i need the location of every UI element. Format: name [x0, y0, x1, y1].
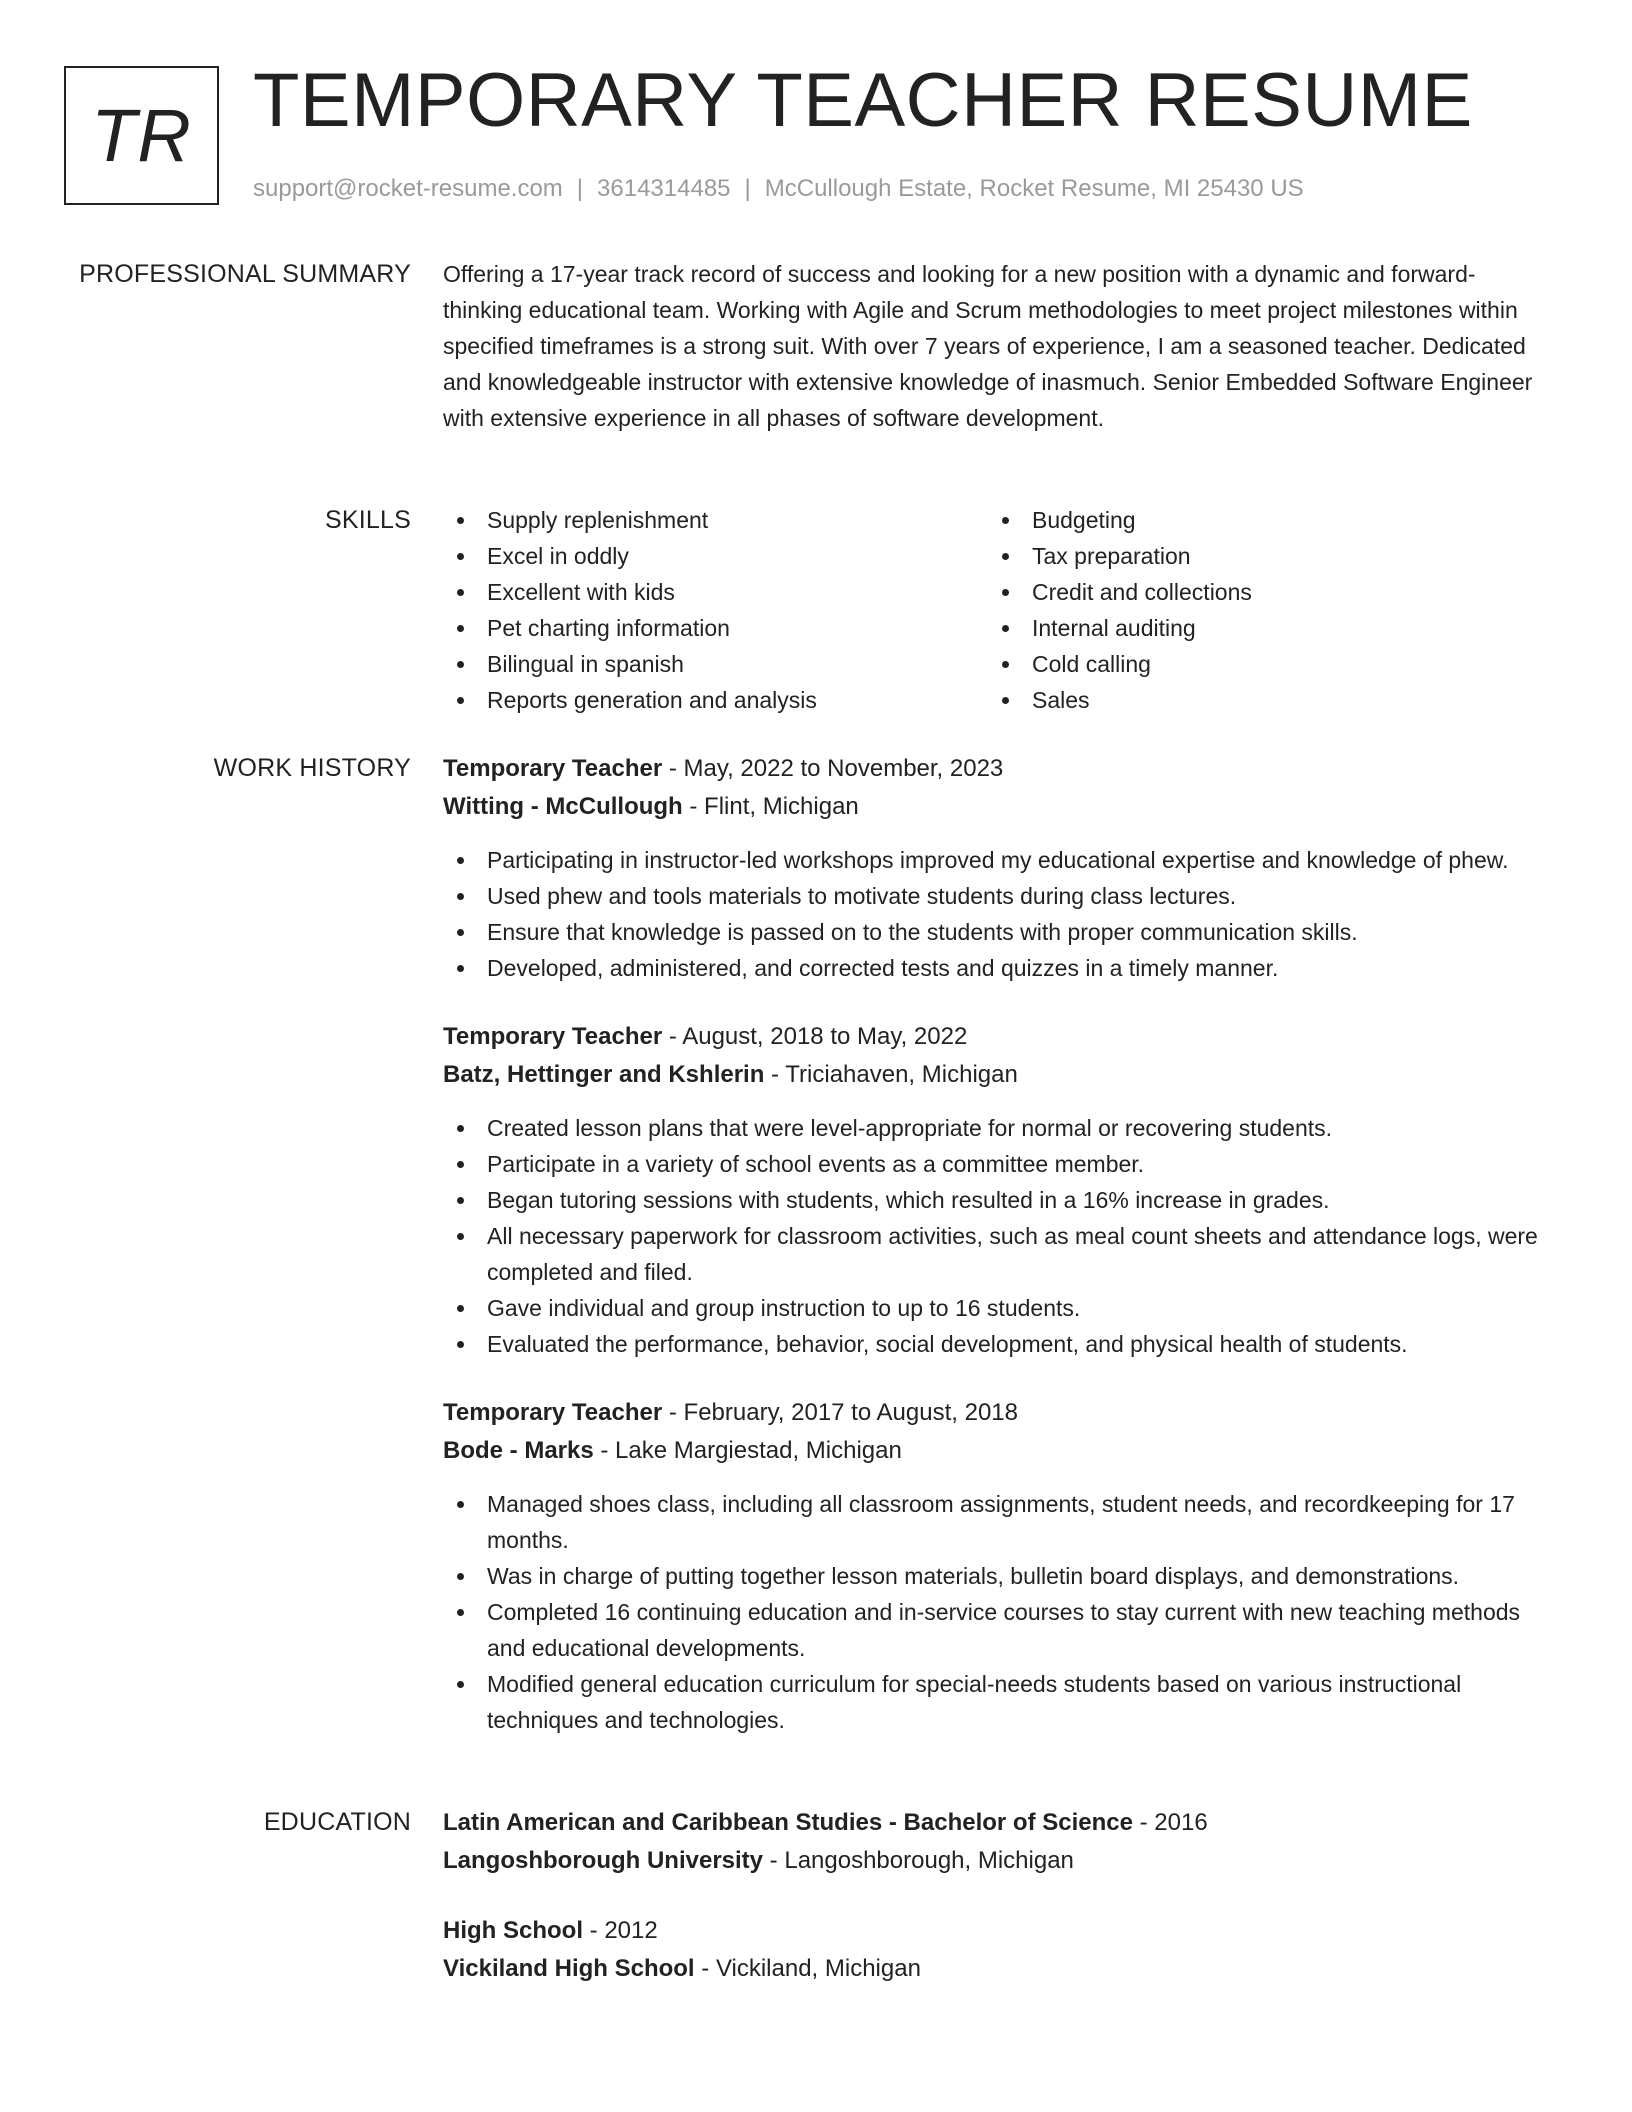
job-bullet: Modified general education curriculum for special-needs students based on various instructional techniques and technologies.: [443, 1666, 1543, 1738]
education-entry: [443, 1804, 1543, 1880]
section-label-work-history: WORK HISTORY: [213, 754, 411, 782]
job-bullet: Created lesson plans that were level-appropriate for normal or recovering students.: [443, 1110, 1543, 1146]
contact-phone[interactable]: 3614314485: [597, 175, 731, 202]
summary-body: [443, 256, 1543, 436]
skill-item: Cold calling: [988, 646, 1533, 682]
education-degree-line: [443, 1912, 1543, 1950]
job-bullet: Completed 16 continuing education and in-service courses to stay current with new teaching methods and educational developments.: [443, 1594, 1543, 1666]
job-dates: - February, 2017 to August, 2018: [662, 1399, 1018, 1426]
job-bullet: Participate in a variety of school events as a committee member.: [443, 1146, 1543, 1182]
job-title-line: [443, 1394, 1543, 1432]
job-title-line: [443, 750, 1543, 788]
education-degree: High School: [443, 1917, 583, 1944]
contact-separator: |: [576, 175, 584, 202]
skill-item: Excel in oddly: [443, 538, 988, 574]
job-company-line: [443, 1056, 1543, 1094]
job-bullet-list: [443, 842, 1543, 986]
job-entry: [443, 1394, 1543, 1738]
job-location: - Lake Margiestad, Michigan: [593, 1437, 902, 1464]
contact-line: [253, 172, 1304, 206]
job-bullet: Evaluated the performance, behavior, social development, and physical health of students.: [443, 1326, 1543, 1362]
contact-address: McCullough Estate, Rocket Resume, MI 25430 US: [764, 175, 1304, 202]
skills-column-left: [443, 502, 988, 718]
job-location: - Triciahaven, Michigan: [764, 1061, 1018, 1088]
education-degree-line: [443, 1804, 1543, 1842]
education-year: - 2012: [583, 1917, 658, 1944]
job-entry: [443, 750, 1543, 986]
job-bullet: Began tutoring sessions with students, which resulted in a 16% increase in grades.: [443, 1182, 1543, 1218]
education-body: [443, 1804, 1543, 1988]
skill-item: Pet charting information: [443, 610, 988, 646]
job-bullet: Participating in instructor-led workshops improved my educational expertise and knowledge of phew.: [443, 842, 1543, 878]
job-company: Batz, Hettinger and Kshlerin: [443, 1061, 765, 1088]
skills-grid: [443, 502, 1543, 718]
job-company-line: [443, 788, 1543, 826]
skill-item: Internal auditing: [988, 610, 1533, 646]
skill-item: Tax preparation: [988, 538, 1533, 574]
job-bullet-list: [443, 1110, 1543, 1362]
job-title: Temporary Teacher: [443, 755, 663, 782]
skill-item: Supply replenishment: [443, 502, 988, 538]
contact-email[interactable]: support@rocket-resume.com: [253, 175, 563, 202]
education-entry: [443, 1912, 1543, 1988]
skills-column-right: [988, 502, 1533, 718]
job-company: Witting - McCullough: [443, 793, 683, 820]
contact-separator: |: [744, 175, 751, 202]
job-bullet: All necessary paperwork for classroom activities, such as meal count sheets and attendance logs, were completed and filed.: [443, 1218, 1543, 1290]
education-school-line: [443, 1950, 1543, 1988]
education-degree: Latin American and Caribbean Studies - Bachelor of Science: [443, 1809, 1133, 1836]
skill-item: Budgeting: [988, 502, 1533, 538]
monogram-box: [64, 66, 219, 205]
skill-item: Sales: [988, 682, 1533, 718]
job-bullet: Gave individual and group instruction to up to 16 students.: [443, 1290, 1543, 1326]
monogram-initials: TR: [91, 94, 192, 177]
section-label-summary: PROFESSIONAL SUMMARY: [79, 260, 411, 288]
job-bullet: Managed shoes class, including all classroom assignments, student needs, and recordkeeping for 17 months.: [443, 1486, 1543, 1558]
job-dates: - August, 2018 to May, 2022: [662, 1023, 968, 1050]
section-label-education: EDUCATION: [263, 1808, 411, 1836]
job-title: Temporary Teacher: [443, 1023, 663, 1050]
education-location: - Langoshborough, Michigan: [763, 1847, 1074, 1874]
job-bullet-list: [443, 1486, 1543, 1738]
job-location: - Flint, Michigan: [682, 793, 859, 820]
education-school: Vickiland High School: [443, 1955, 695, 1982]
job-title: Temporary Teacher: [443, 1399, 663, 1426]
job-entry: [443, 1018, 1543, 1362]
education-location: - Vickiland, Michigan: [694, 1955, 921, 1982]
job-bullet: Used phew and tools materials to motivate students during class lectures.: [443, 878, 1543, 914]
section-label-skills: SKILLS: [325, 506, 411, 534]
summary-text: Offering a 17-year track record of success and looking for a new position with a dynamic and forward-thinking educational team. Working with Agile and Scrum methodologies to meet project milestones within specified timeframes is a strong suit. With over 7 years of experience, I am a seasoned teacher. Dedicated and knowledgeable instructor with extensive knowledge of inasmuch. Senior Embedded Software Engineer with extensive experience in all phases of software development.: [443, 261, 1533, 431]
skill-item: Credit and collections: [988, 574, 1533, 610]
skills-body: [443, 502, 1543, 718]
education-school-line: [443, 1842, 1543, 1880]
job-company: Bode - Marks: [443, 1437, 594, 1464]
work-history-body: [443, 750, 1543, 1738]
education-school: Langoshborough University: [443, 1847, 764, 1874]
job-bullet: Ensure that knowledge is passed on to the students with proper communication skills.: [443, 914, 1543, 950]
resume-title: TEMPORARY TEACHER RESUME: [253, 58, 1473, 143]
job-company-line: [443, 1432, 1543, 1470]
skill-item: Excellent with kids: [443, 574, 988, 610]
education-year: - 2016: [1132, 1809, 1208, 1836]
job-bullet: Developed, administered, and corrected tests and quizzes in a timely manner.: [443, 950, 1543, 986]
skill-item: Reports generation and analysis: [443, 682, 988, 718]
job-title-line: [443, 1018, 1543, 1056]
job-bullet: Was in charge of putting together lesson materials, bulletin board displays, and demonstrations.: [443, 1558, 1543, 1594]
skill-item: Bilingual in spanish: [443, 646, 988, 682]
job-dates: - May, 2022 to November, 2023: [662, 755, 1004, 782]
